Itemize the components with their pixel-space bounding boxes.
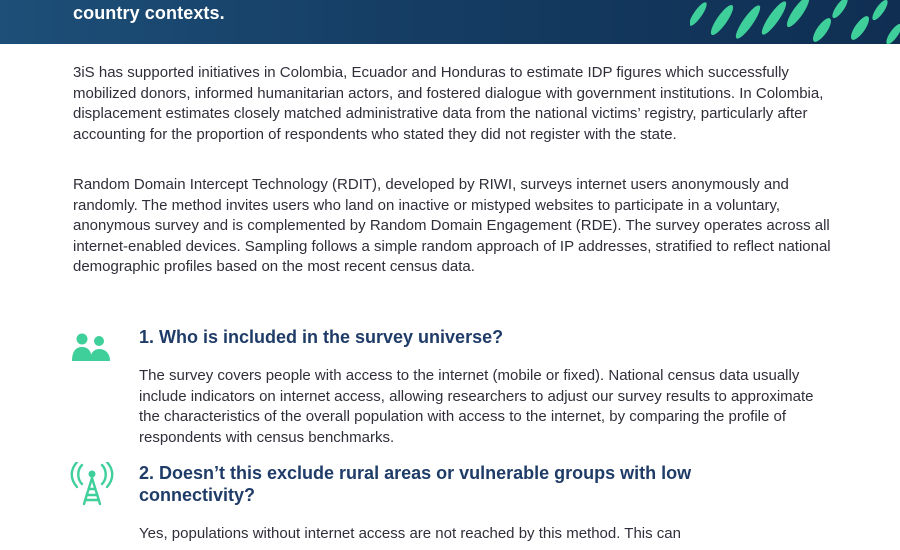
- section-1-body: The survey covers people with access to the internet (mobile or fixed). National census data usually include indicators on internet access, allowing researchers to adjust our survey results to approximate the characteristics of the overall population with access to the internet, by comparing the profile of respondents with census benchmarks.: [139, 367, 814, 446]
- decorative-waves-icon: [690, 0, 900, 44]
- people-icon: [70, 329, 114, 373]
- antenna-tower-icon: [70, 462, 114, 506]
- header-banner: [0, 0, 900, 44]
- intro-paragraph-2: Random Domain Intercept Technology (RDIT), developed by RIWI, surveys internet users anonymously and randomly. The method invites users who land on inactive or mistyped websites to participate in a voluntary, anonymous survey and is complemented by Random Domain Engagement (RDE). The survey operates across all internet-enabled devices. Sampling follows a simple random approach of IP addresses, stratified to reflect national demographic profiles based on the most recent census data.: [73, 176, 831, 275]
- intro-paragraph-1: 3iS has supported initiatives in Colombia, Ecuador and Honduras to estimate IDP figures which successfully mobilized donors, informed humanitarian actors, and fostered dialogue with government institutions. In Colombia, displacement estimates closely matched administrative data from the national victims’ registry, particularly after accounting for the proportion of respondents who stated they did not register with the state.: [73, 64, 824, 143]
- section-2-title: 2. Doesn’t this exclude rural areas or vulnerable groups with low connectivity?: [139, 463, 692, 505]
- header-title: country contexts.: [73, 3, 225, 23]
- section-2-body: Yes, populations without internet access are not reached by this method. This can: [139, 525, 681, 542]
- section-1-title: 1. Who is included in the survey universe?: [139, 327, 504, 347]
